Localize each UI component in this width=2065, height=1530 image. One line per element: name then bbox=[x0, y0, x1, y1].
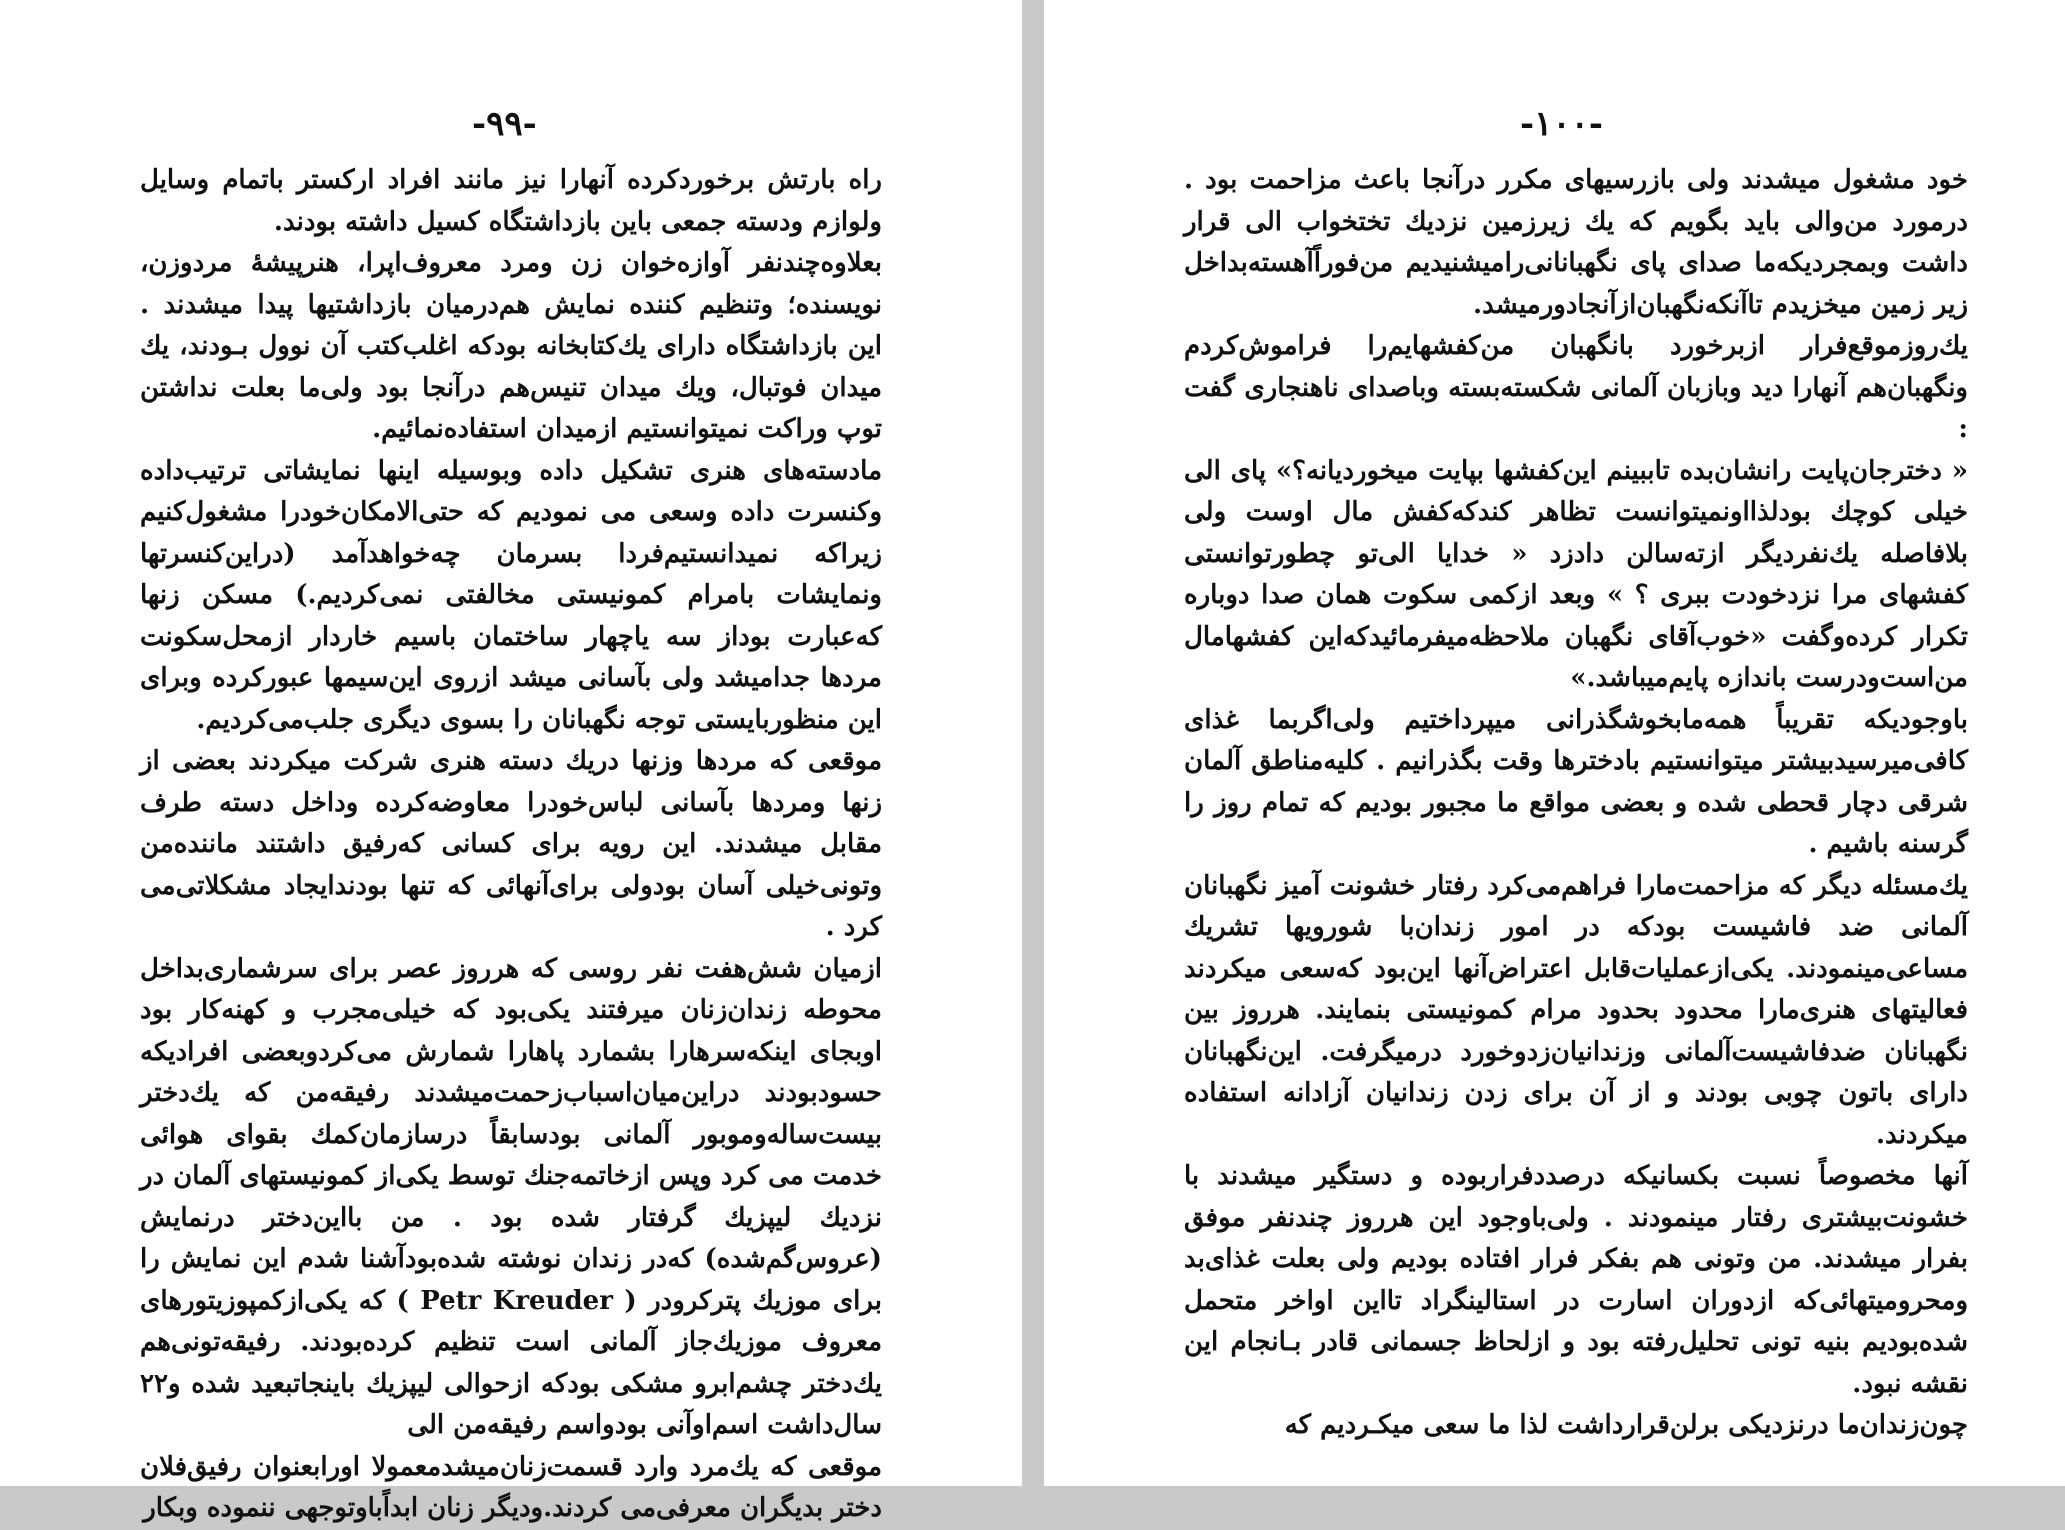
paragraph: یك‌مسئله دیگر که مزاحمت‌مارا فراهم‌می‌کرد رفتار خشونت آمیز نگهبانان آلمانی ضد فاشیست بودکه در امور زندان‌با شورویها تشریك مساعی‌مینمودند. یکی‌ازعملیات‌قابل اعتراض‌آنها این‌بود که‌سعی میکردند فعالیتهای هنری‌مارا محدود بحدود مرام کمونیستی بنمایند. هرروز بین نگهبانان ضدفاشیست‌آلمانی وزندانیان‌زدوخورد درمیگرفت. این‌نگهبانان دارای باتون چوبی بودند و از آن برای زدن زندانیان آزادانه استفاده میکردند. bbox=[1184, 870, 1968, 1150]
left-page-text bbox=[140, 160, 882, 1530]
left-page bbox=[0, 0, 1022, 1523]
page-number-left: -۹۹- bbox=[472, 104, 537, 144]
paragraph: موقعی که یك‌مرد وارد قسمت‌زنان‌میشدمعمولا اورابعنوان رفیق‌فلان دختر بدیگران معرفی‌می کردند.ودیگر زنان ابداًباوتوجهی ننموده وبکار bbox=[140, 1451, 882, 1523]
paragraph: راه بارتش برخوردکرده آنهارا نیز مانند افراد ارکستر باتمام وسایل ولوازم ودسته جمعی باین بازداشتگاه کسیل داشته بودند. bbox=[140, 165, 882, 237]
paragraph: ازمیان شش‌هفت نفر روسی که هرروز عصر برای سرشماری‌بداخل محوطه زندان‌زنان میرفتند یکی‌بود که خیلی‌مجرب و کهنه‌کار بود اوبجای اینکه‌سرهارا بشمارد پاهارا شمارش می‌کردوبعضی افرادیکه حسودبودند دراین‌میان‌اسباب‌زحمت‌میشدند رفیقه‌من که یك‌دختر بیست‌ساله‌وموبور آلمانی بودسابقاً درسازمان‌کمك بقوای هوائی خدمت می کرد وپس ازخاتمه‌جنك توسط یکی‌از کمونیستهای آلمان در نزدیك لیپزیك گرفتار شده بود . من بااین‌دختر درنمایش (عروس‌گم‌شده) که‌در زندان نوشته شده‌بود‌آشنا شدم این نمایش را برای موزیك پترکرودر ( Petr Kreuder ) که یکی‌ازکمپوزیتورهای معروف موزیك‌جاز آلمانی است تنظیم کرده‌بودند. رفیقه‌تونی‌هم یك‌دختر چشم‌ابرو مشکی بودکه ازحوالی لیپزیك باینجاتبعید شده و۲۲ سال‌داشت اسم‌اوآنی بودواسم رفیقه‌من الی bbox=[139, 953, 882, 1440]
paragraph: موقعی که مردها وزنها دریك دسته هنری شرکت میکردند بعضی از زنها ومردها بآسانی لباس‌خودرا معاوضه‌کرده وداخل دسته طرف مقابل میشدند. این رویه برای کسانی که‌رفیق داشتند ماننده‌من وتونی‌خیلی آسان بودولی برای‌آنهائی که تنها بودندایجاد مشکلاتی‌می کرد . bbox=[140, 746, 882, 942]
paragraph: مادسته‌های هنری تشکیل داده وبوسیله اینها نمایشاتی ترتیب‌داده وکنسرت داده وسعی می نمودیم که حتی‌الامکان‌خودرا مشغول‌کنیم زیراکه نمیدانستیم‌فردا بسرمان چه‌خواهدآمد (دراین‌کنسرتها ونمایشات بامرام کمونیستی مخالفتی نمی‌کردیم.) مسکن زنها که‌عبارت بوداز سه یاچهار ساختمان باسیم خاردار ازمحل‌سکونت مردها جدامیشد ولی بآسانی میشد ازروی این‌سیمها عبورکرده وبرای این منظوربایستی توجه نگهبانان را بسوی دیگری جلب‌می‌کردیم. bbox=[140, 455, 882, 735]
paragraph: باوجودیکه تقریباً همه‌مابخوشگذرانی میپرداختیم ولی‌اگربما غذای کافی‌میرسیدبیشتر میتوانستیم بادخترها وقت بگذرانیم . کلیه‌مناطق آلمان شرقی دچار قحطی شده و بعضی مواقع ما مجبور بودیم که تمام روز را گرسنه باشیم . bbox=[1184, 704, 1968, 859]
paragraph: یك‌روزموقع‌فرار ازبرخورد بانگهبان من‌کفشهایم‌را فراموش‌کردم ونگهبان‌هم آنهارا دید وبازبان آلمانی شکسته‌بسته وباصدای ناهنجاری گفت : bbox=[1184, 331, 1968, 444]
page-number-right: -۱۰۰- bbox=[1520, 104, 1604, 144]
right-page-text bbox=[1184, 160, 1968, 1447]
paragraph: خود مشغول میشدند ولی بازرسیهای مکرر درآنجا باعث مزاحمت بود . درمورد من‌والی باید بگویم که یك زیرزمین نزدیك تختخواب الی قرار داشت وبمجردیکه‌ما صدای پای نگهبانانی‌رامیشنیدیم من‌فوراً‌آهسته‌بداخل زیر زمین میخزیدم تاآنکه‌نگهبان‌ازآنجادورمیشد. bbox=[1184, 165, 1968, 320]
paragraph: بعلاوه‌چندنفر آوازه‌خوان زن ومرد معروف‌اپرا، هنرپیشهٔ مردوزن، نویسنده؛ وتنظیم کننده نمایش هم‌درمیان بازداشتیها پیدا میشدند . این بازداشتگاه دارای یك‌کتابخانه بودکه اغلب‌کتب آن نوول بـودند، یك میدان فوتبال، ویك میدان تنیس‌هم درآنجا بود ولی‌ما بعلت نداشتن توپ وراکت نمیتوانستیم ازمیدان استفاده‌نمائیم. bbox=[140, 248, 882, 444]
right-page bbox=[1044, 0, 2065, 1486]
paragraph: « دخترجان‌پایت رانشان‌بده تاببینم این‌کفشها بپایت میخوردیانه؟» پای الی خیلی کوچك بودلذا‌او‌نمیتوانست تظاهر کندکه‌کفش مال اوست ولی بلافاصله یك‌نفردیگر ازته‌سالن دادزد « خدایا الی‌تو چطورتوانستی کفشهای مرا نزدخودت ببری ؟ » وبعد ازکمی سکوت همان صدا دوباره تکرار کرده‌وگفت «خوب‌آقای نگهبان ملاحظه‌میفرمائید‌که‌این کفشهامال من‌است‌ودرست باندازه پایم‌میباشد.» bbox=[1184, 455, 1968, 693]
paragraph: چون‌زندان‌ما درنزدیکی برلن‌قرارداشت لذا ما سعی میکـردیم که bbox=[1284, 1410, 1968, 1440]
paragraph: آنها مخصوصاً نسبت بکسانیکه درصددفراربوده و دستگیر میشدند با خشونت‌بیشتری رفتار مینمودند . ولی‌باوجود این هرروز چندنفر موفق بفرار میشدند. من وتونی هم بفکر فرار افتاده بودیم ولی بعلت غذای‌بد ومحرومیتهائی‌که ازدوران اسارت در استالینگراد تا‌این اواخر متحمل شده‌بودیم بنیه تونی تحلیل‌رفته بود و ازلحاظ جسمانی قادر بـانجام این نقشه نبود. bbox=[1184, 1161, 1968, 1399]
